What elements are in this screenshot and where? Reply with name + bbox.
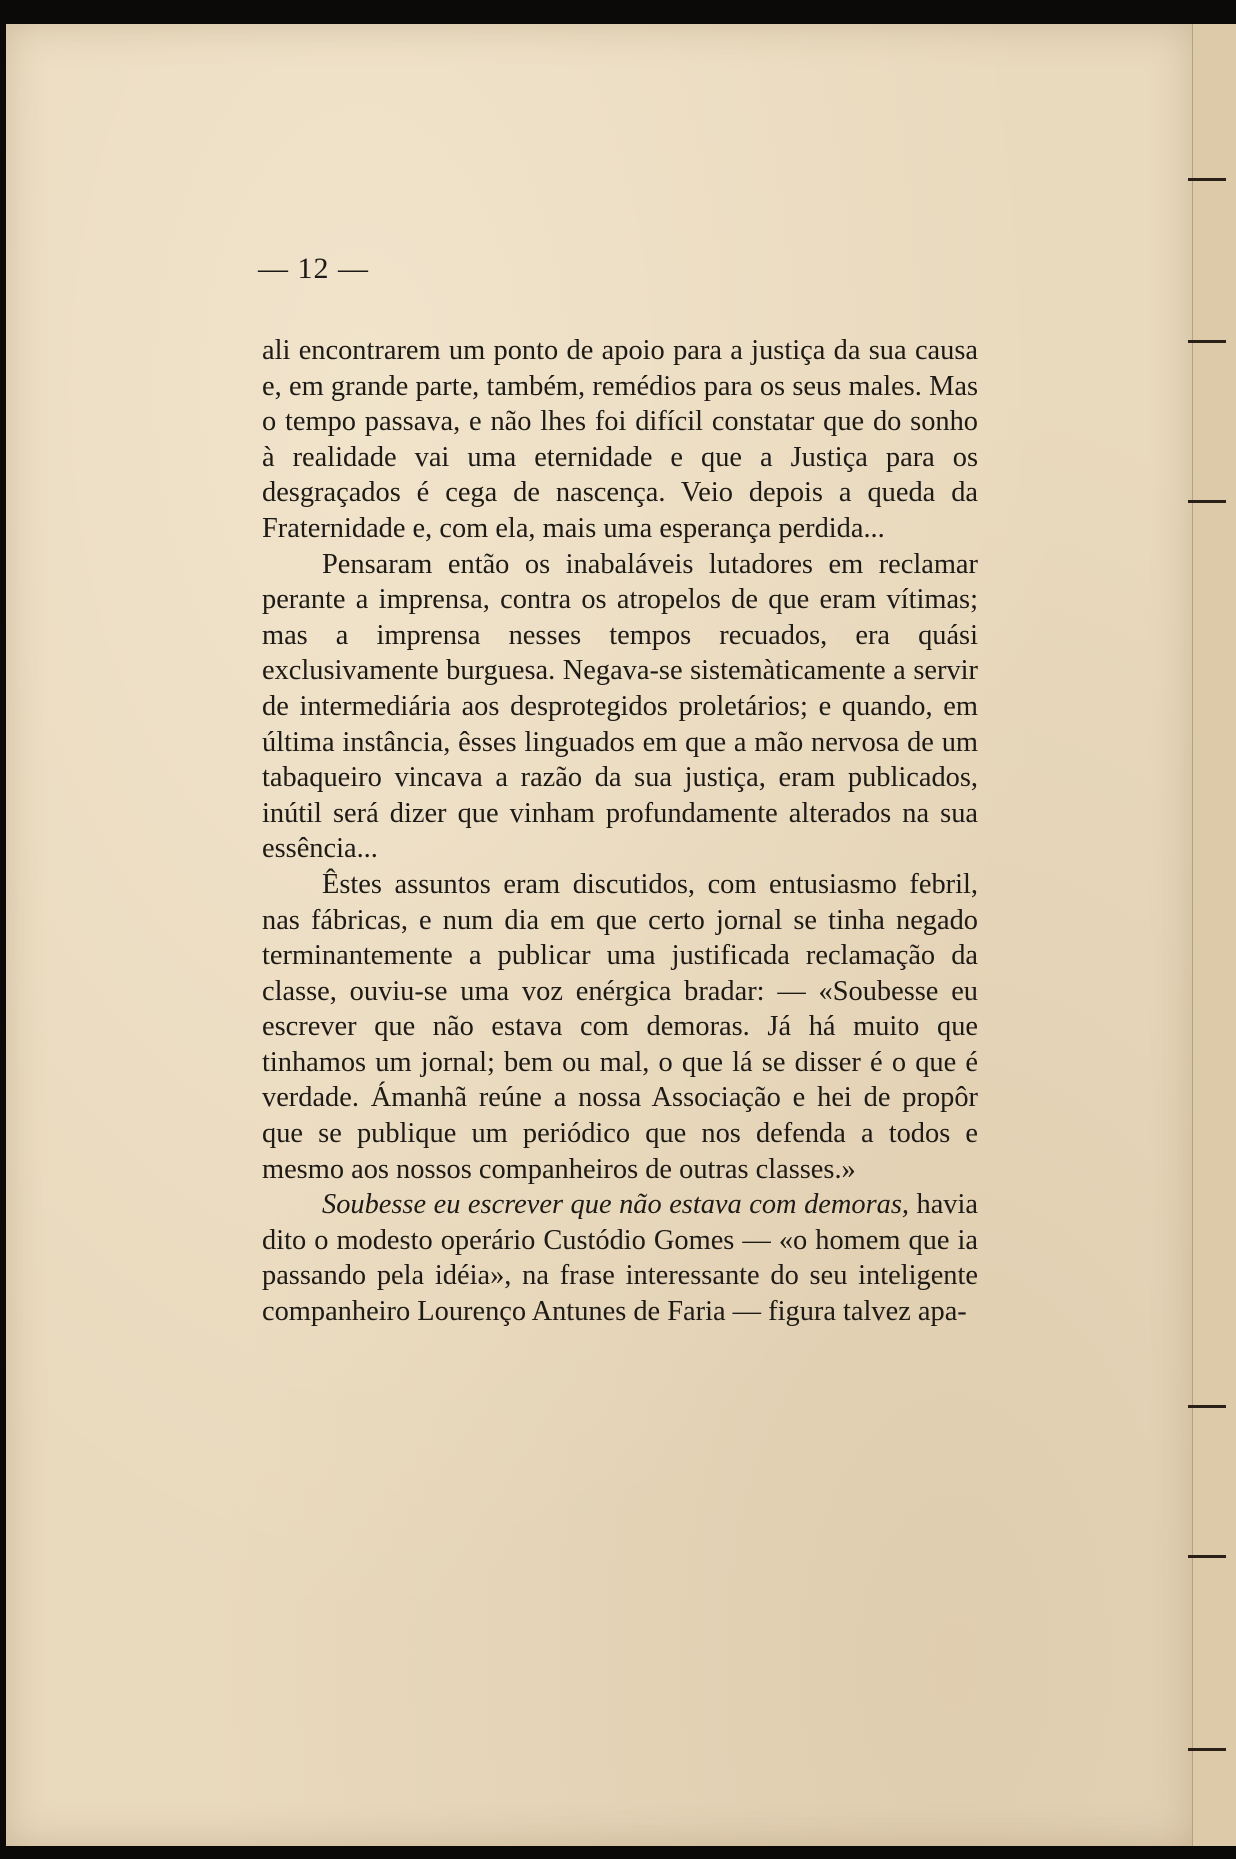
italic-quote: Soubesse eu escrever que não estava com demoras, <box>322 1189 909 1221</box>
paragraph-2: Pensaram então os inabaláveis lutadores em reclamar perante a imprensa, contra os atropelos de que eram vítimas; mas a imprensa nesses tempos recuados, era quási exclusivamente burguesa. Negava-se sistemàticamente a servir de intermediária aos desprotegidos proletários; e quando, em última instância, êsses linguados em que a mão nervosa de um tabaqueiro vincava a razão da sua justiça, eram publicados, inútil será dizer que vinham profundamente alterados na sua essência... <box>262 548 978 865</box>
page-number: — 12 — <box>258 252 369 285</box>
binding-stitch-mark <box>1188 1748 1226 1751</box>
binding-stitch-mark <box>1188 178 1226 181</box>
adjacent-page-edge <box>1192 24 1236 1846</box>
paragraph-4 <box>262 1187 978 1329</box>
body-text <box>262 333 978 1330</box>
paragraph-1: ali encontrarem um ponto de apoio para a justiça da sua causa e, em grande parte, também, remédios para os seus males. Mas o tempo passava, e não lhes foi difícil constatar que do sonho à realidade vai uma eternidade e que a Justiça para os desgraçados é cega de nascença. Veio depois a queda da Fraternidade e, com ela, mais uma esperança perdida... <box>262 335 978 544</box>
binding-stitch-mark <box>1188 1555 1226 1558</box>
binding-stitch-mark <box>1188 340 1226 343</box>
paragraph-3: Êstes assuntos eram discutidos, com entusiasmo febril, nas fábricas, e num dia em que certo jornal se tinha negado terminantemente a publicar uma justificada reclamação da classe, ouviu-se uma voz enérgica bradar: — «Soubesse eu escrever que não estava com demoras. Já há muito que tinhamos um jornal; bem ou mal, o que lá se disser é o que é verdade. Ámanhã reúne a nossa Associação e hei de propôr que se publique um periódico que nos defenda a todos e mesmo aos nossos companheiros de outras classes.» <box>262 868 978 1185</box>
paragraph-4-text: havia dito o modesto operário Custódio Gomes — «o homem que ia passando pela idéia», na frase interessante do seu inteligente companheiro Lourenço Antunes de Faria — figura talvez apa- <box>262 1189 978 1328</box>
binding-stitch-mark <box>1188 500 1226 503</box>
binding-stitch-mark <box>1188 1405 1226 1408</box>
